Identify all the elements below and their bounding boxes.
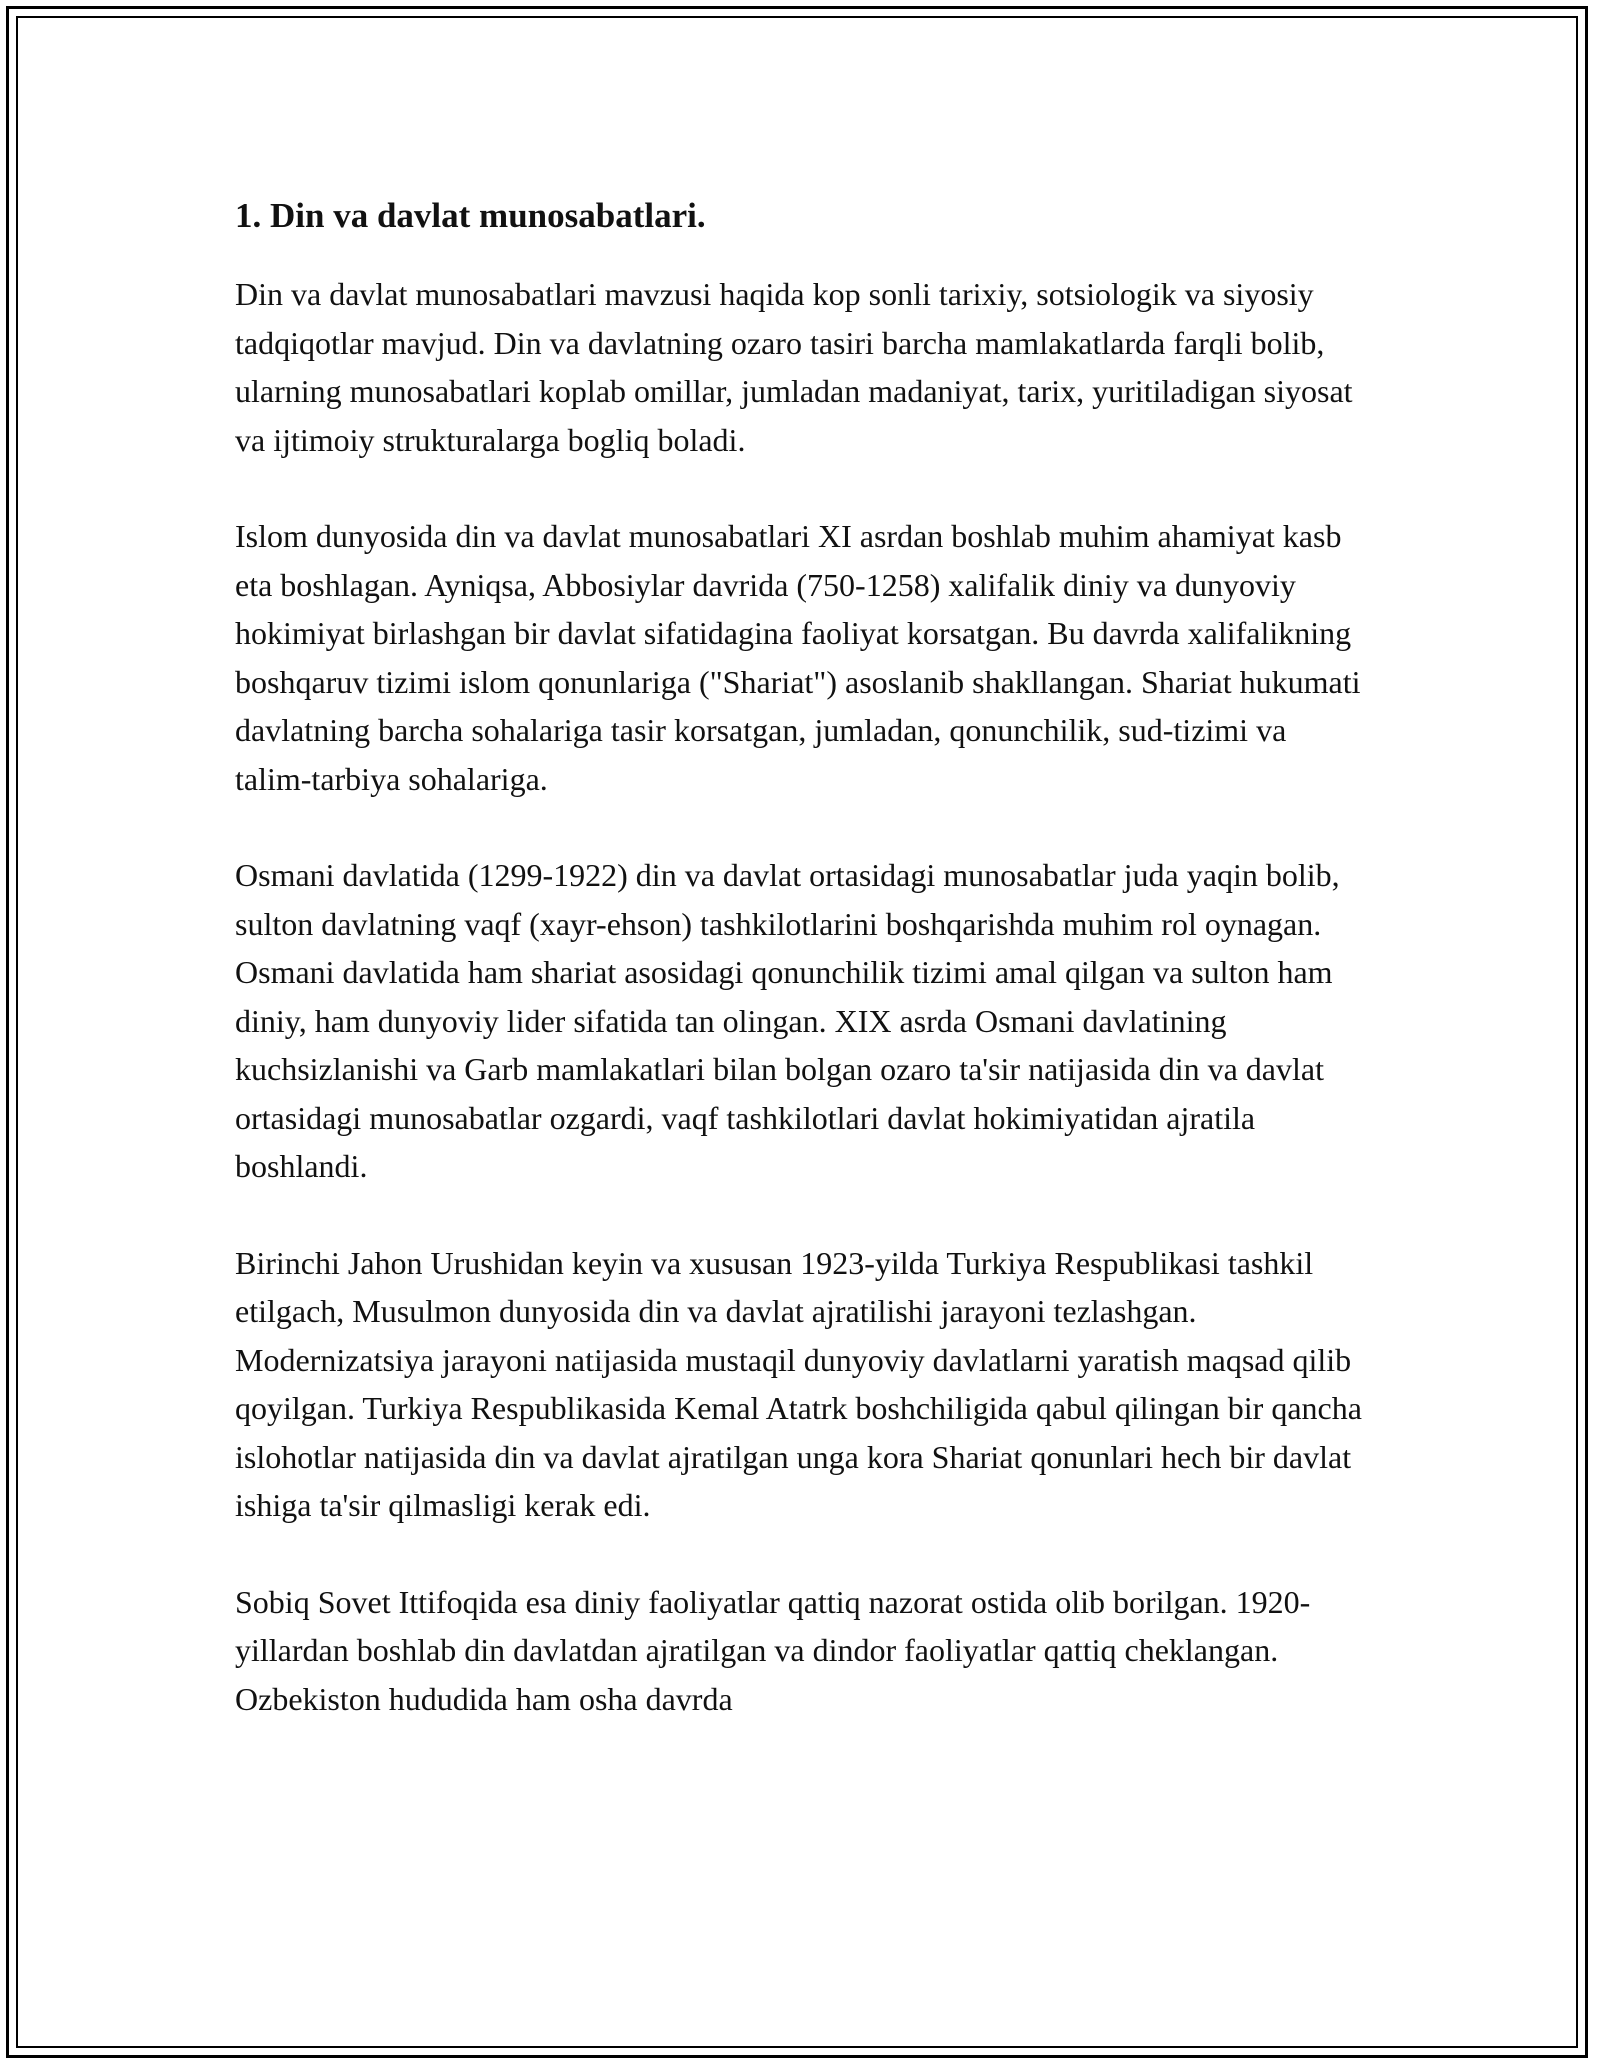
- section-heading: 1. Din va davlat munosabatlari.: [235, 196, 706, 235]
- paragraph-5: Sobiq Sovet Ittifoqida esa diniy faoliyatlar qattiq nazorat ostida olib borilgan. 1920-yillardan boshlab din davlatdan ajratilgan va dindor faoliyatlar qattiq cheklangan. Ozbekiston hududida ham osha davrda: [235, 1583, 1311, 1717]
- paragraph-1: Din va davlat munosabatlari mavzusi haqida kop sonli tarixiy, sotsiologik va siyosiy tadqiqotlar mavjud. Din va davlatning ozaro tasiri barcha mamlakatlarda farqli bolib, ularning munosabatlari koplab omillar, jumladan madaniyat, tarix, yuritiladigan siyosat va ijtimoiy strukturalarga bogliq boladi.: [235, 276, 1353, 458]
- paragraph-4: Birinchi Jahon Urushidan keyin va xususan 1923-yilda Turkiya Respublikasi tashkil etilgach, Musulmon dunyosida din va davlat ajratilishi jarayoni tezlashgan. Modernizatsiya jarayoni natijasida mustaqil dunyoviy davlatlarni yaratish maqsad qilib qoyilgan. Turkiya Respublikasida Kemal Atatrk boshchiligida qabul qilingan bir qancha islohotlar natijasida din va davlat ajratilgan unga kora Shariat qonunlari hech bir davlat ishiga ta'sir qilmasligi kerak edi.: [235, 1244, 1362, 1523]
- paragraph-2: Islom dunyosida din va davlat munosabatlari XI asrdan boshlab muhim ahamiyat kasb eta boshlagan. Ayniqsa, Abbosiylar davrida (750-1258) xalifalik diniy va dunyoviy hokimiyat birlashgan bir davlat sifatidagina faoliyat korsatgan. Bu davrda xalifalikning boshqaruv tizimi islom qonunlariga ("Shariat") asoslanib shakllangan. Shariat hukumati davlatning barcha sohalariga tasir korsatgan, jumladan, qonunchilik, sud-tizimi va talim-tarbiya sohalariga.: [235, 518, 1361, 797]
- document-body: [235, 188, 1370, 1771]
- paragraph-3: Osmani davlatida (1299-1922) din va davlat ortasidagi munosabatlar juda yaqin bolib, sulton davlatning vaqf (xayr-ehson) tashkilotlarini boshqarishda muhim rol oynagan. Osmani davlatida ham shariat asosidagi qonunchilik tizimi amal qilgan va sulton ham diniy, ham dunyoviy lider sifatida tan olingan. XIX asrda Osmani davlatining kuchsizlanishi va Garb mamlakatlari bilan bolgan ozaro ta'sir natijasida din va davlat ortasidagi munosabatlar ozgardi, vaqf tashkilotlari davlat hokimiyatidan ajratila boshlandi.: [235, 857, 1340, 1184]
